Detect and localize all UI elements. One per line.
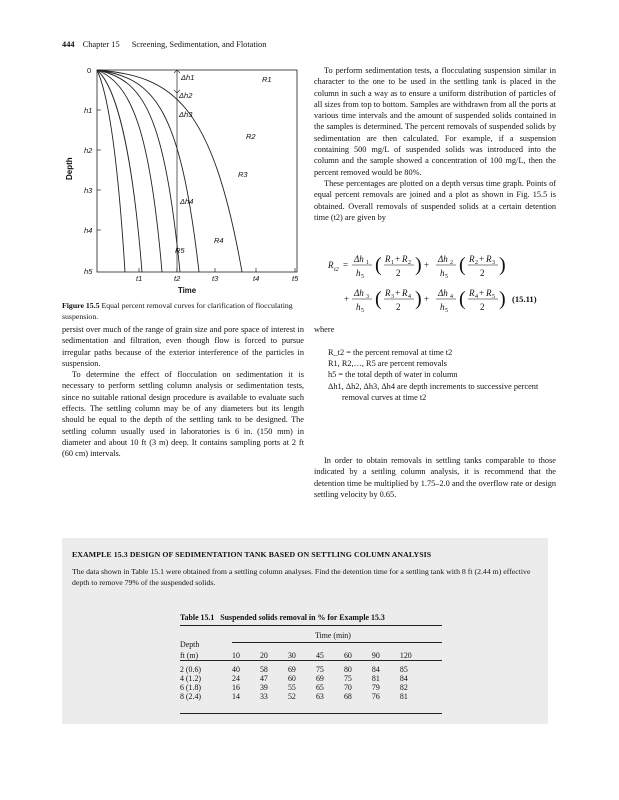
svg-text:(: (: [459, 254, 466, 276]
svg-text:5: 5: [361, 274, 364, 280]
cell: 65: [315, 683, 324, 692]
svg-text:R: R: [385, 288, 391, 298]
svg-text:R: R: [486, 288, 492, 298]
cell: 82: [399, 683, 408, 692]
table-row: [180, 683, 442, 692]
x-tick-t5: t5: [292, 274, 299, 283]
svg-text:4: 4: [475, 294, 478, 300]
svg-text:2: 2: [480, 302, 485, 312]
svg-text:(: (: [459, 288, 466, 310]
cell: 55: [287, 683, 296, 692]
table-caption: [180, 613, 385, 622]
svg-text:R: R: [402, 254, 408, 264]
svg-text:3: 3: [391, 294, 394, 300]
table-caption-label: Table 15.1: [180, 613, 215, 622]
cell: 40: [232, 665, 240, 674]
row-depth: 2 (0.6): [180, 665, 202, 674]
y-tick-h3: h3: [84, 186, 93, 195]
label-r3: R3: [238, 170, 248, 179]
col-header-45: 45: [315, 651, 324, 660]
svg-text:4: 4: [450, 294, 453, 300]
paragraph-settling-column: To determine the effect of flocculation on sedimentation it is necessary to perform settling column analysis or sedimentation tests, since no suitable rational design procedure is available to evaluate such effects. The settling column may be of any diameters but its length should be equal to the depth of the settling tank to be designed. The settling column usually used in laboratories is 6 in. (150 mm) in diameter and about 10 ft (3 m) deep. It contains sampling ports at 2 ft (60 cm) intervals.: [62, 370, 304, 459]
col-header-30: 30: [287, 651, 296, 660]
svg-text:): ): [415, 254, 422, 276]
definition-h5: h5 = the total depth of water in column: [328, 370, 458, 380]
svg-text:2: 2: [396, 268, 401, 278]
label-dh1: Δh1: [181, 73, 195, 82]
curve-r3: [97, 70, 180, 272]
col-header-10: 10: [232, 651, 240, 660]
cell: 60: [287, 674, 296, 683]
svg-text:+: +: [395, 254, 401, 264]
svg-text:=: =: [343, 260, 349, 270]
row-depth: 4 (1.2): [180, 674, 202, 683]
label-dh2: Δh2: [179, 91, 193, 100]
label-r4: R4: [214, 236, 224, 245]
cell: 84: [399, 674, 408, 683]
curve-r2: [97, 70, 199, 272]
svg-text:1: 1: [366, 260, 369, 266]
label-r2: R2: [246, 132, 256, 141]
example-box: [62, 538, 548, 724]
svg-text:5: 5: [445, 274, 448, 280]
svg-text:4: 4: [408, 294, 411, 300]
x-tick-t4: t4: [253, 274, 260, 283]
cell: 70: [343, 683, 352, 692]
label-dh3: Δh3: [179, 110, 193, 119]
cell: 33: [259, 692, 268, 701]
page-number: 444: [62, 40, 75, 49]
cell: 84: [371, 665, 380, 674]
y-tick-0: 0: [87, 66, 92, 75]
svg-text:5: 5: [445, 308, 448, 314]
svg-text:5: 5: [361, 308, 364, 314]
paragraph-flow-persist: persist over much of the range of grain size and pore space of interest in sedimentation and filtration, even though flow is forced to pursue irregular paths because of the exterior interference of the particles in suspension.: [62, 325, 304, 368]
col-header-60: 60: [343, 651, 352, 660]
y-tick-h2: h2: [84, 146, 93, 155]
definition-r1-r5: R1, R2,…, R5 are percent removals: [328, 359, 447, 369]
variable-definitions: [328, 347, 556, 403]
cell: 85: [399, 665, 408, 674]
cell: 14: [232, 692, 240, 701]
y-axis-label: Depth: [65, 157, 74, 180]
table-group-rule: [232, 642, 442, 643]
table-row: [180, 665, 442, 674]
svg-text:(: (: [375, 288, 382, 310]
svg-text:1: 1: [391, 260, 394, 266]
label-r5: R5: [175, 246, 185, 255]
svg-text:2: 2: [480, 268, 485, 278]
equation-number: (15.11): [512, 294, 537, 304]
x-axis-label: Time: [178, 286, 197, 295]
svg-text:h: h: [440, 268, 445, 278]
definition-delta-h: Δh1, Δh2, Δh3, Δh4 are depth increments to successive percent removal curves at time t2: [328, 381, 539, 402]
col-header-120: 120: [399, 651, 412, 660]
svg-text:R: R: [385, 254, 391, 264]
svg-text:2: 2: [475, 260, 478, 266]
cell: 52: [287, 692, 296, 701]
chapter-title: Screening, Sedimentation, and Flotation: [131, 40, 267, 49]
svg-text:Δh: Δh: [354, 254, 364, 264]
table-bottom-rule: [180, 713, 442, 714]
svg-text:t2: t2: [334, 267, 339, 273]
cell: 69: [287, 665, 296, 674]
row-depth: 6 (1.8): [180, 683, 202, 692]
curve-r6: [97, 70, 125, 272]
where-label: where: [314, 325, 335, 334]
definition-rt2: R_t2 = the percent removal at time t2: [328, 348, 453, 357]
plot-frame: [97, 70, 297, 272]
table-col-group: Time (min): [315, 631, 351, 640]
svg-text:2: 2: [450, 260, 453, 266]
svg-text:2: 2: [408, 260, 411, 266]
svg-text:): ): [415, 288, 422, 310]
svg-text:+: +: [479, 254, 485, 264]
svg-text:R: R: [328, 260, 334, 270]
cell: 39: [259, 683, 268, 692]
svg-text:3: 3: [492, 260, 495, 266]
figure-equal-removal-curves: [62, 62, 307, 284]
cell: 80: [343, 665, 352, 674]
y-tick-h4: h4: [84, 226, 93, 235]
table-row-header-2: ft (m): [180, 651, 199, 660]
table-row-header-1: Depth: [180, 640, 200, 649]
cell: 47: [259, 674, 268, 683]
svg-text:h: h: [356, 268, 361, 278]
cell: 76: [371, 692, 380, 701]
table-top-rule: [180, 625, 442, 626]
col-header-90: 90: [371, 651, 380, 660]
svg-text:3: 3: [366, 294, 369, 300]
svg-text:+: +: [479, 288, 485, 298]
cell: 58: [259, 665, 268, 674]
x-tick-t1: t1: [136, 274, 143, 283]
svg-text:5: 5: [492, 294, 495, 300]
example-problem-text: The data shown in Table 15.1 were obtained from a settling column analyses. Find the detention time for a settling tank with 8 ft (2.44 m) effective depth to remove 79% of the suspended solids.: [72, 567, 531, 587]
svg-text:R: R: [469, 254, 475, 264]
table-caption-text: Suspended solids removal in % for Example 15.3: [220, 613, 385, 622]
removal-table: [180, 651, 442, 701]
svg-text:): ): [499, 254, 506, 276]
equation-15-11: [318, 246, 558, 324]
svg-text:): ): [499, 288, 506, 310]
cell: 79: [371, 683, 380, 692]
cell: 81: [371, 674, 380, 683]
cell: 75: [315, 665, 324, 674]
curve-r4: [97, 70, 162, 272]
svg-text:R: R: [402, 288, 408, 298]
cell: 63: [315, 692, 324, 701]
svg-text:h: h: [440, 302, 445, 312]
chapter-label: Chapter 15: [82, 40, 120, 49]
paragraph-sedimentation-tests: To perform sedimentation tests, a flocculating suspension similar in character to the one to be used in the settling tank is placed in the column in such a way as to ensure a uniform distribution of particles of all sizes from top to bottom. Samples are withdrawn from all the ports at various time intervals and the amount of suspended solids contained in the samples is determined. The percent removals of suspended solids by sedimentation are then calculated. For example, if a suspension containing 500 mg/L of suspended solids was introduced into the column and the sample showed a concentration of 100 mg/L, then the percent removed would be 80%.: [314, 66, 556, 177]
figure-caption-label: Figure 15.5: [62, 301, 100, 310]
svg-text:+: +: [424, 294, 430, 304]
svg-text:+: +: [344, 294, 350, 304]
cell: 75: [343, 674, 352, 683]
svg-text:h: h: [356, 302, 361, 312]
example-title: EXAMPLE 15.3 DESIGN OF SEDIMENTATION TANK BASED ON SETTLING COLUMN ANALYSIS: [72, 550, 432, 559]
svg-text:+: +: [424, 260, 430, 270]
col-header-20: 20: [259, 651, 268, 660]
svg-text:Δh: Δh: [354, 288, 364, 298]
label-r1: R1: [262, 75, 272, 84]
table-row: [180, 692, 442, 701]
curve-r5: [97, 70, 142, 272]
cell: 68: [343, 692, 352, 701]
cell: 16: [232, 683, 240, 692]
paragraph-detention-time: [314, 455, 556, 500]
cell: 81: [399, 692, 408, 701]
running-header: [62, 40, 266, 49]
svg-text:R: R: [469, 288, 475, 298]
x-tick-t3: t3: [212, 274, 219, 283]
y-tick-h5: h5: [84, 267, 93, 276]
paragraph-detention-time-text: In order to obtain removals in settling tanks comparable to those indicated by a settling column analysis, it is recommend that the detention time be multiplied by 1.75–2.0 and the overflow rate or design settling velocity by 0.65.: [314, 456, 556, 499]
row-depth: 8 (2.4): [180, 692, 202, 701]
svg-text:Δh: Δh: [438, 254, 448, 264]
figure-caption-text: Equal percent removal curves for clarification of flocculating suspension.: [62, 301, 293, 321]
svg-text:Δh: Δh: [438, 288, 448, 298]
x-tick-t2: t2: [174, 274, 181, 283]
figure-caption: [62, 301, 302, 322]
svg-text:(: (: [375, 254, 382, 276]
cell: 24: [232, 674, 240, 683]
svg-text:+: +: [395, 288, 401, 298]
svg-text:R: R: [486, 254, 492, 264]
y-tick-h1: h1: [84, 106, 93, 115]
left-column-text: [62, 324, 304, 460]
svg-text:2: 2: [396, 302, 401, 312]
right-column-text: [314, 65, 556, 223]
table-row: [180, 674, 442, 683]
table-header-row: [180, 651, 442, 661]
cell: 69: [315, 674, 324, 683]
label-dh4: Δh4: [180, 197, 194, 206]
paragraph-percentages-plotted: These percentages are plotted on a depth versus time graph. Points of equal percent removals are joined and a plot as shown in Fig. 15.5 is obtained. Overall removals of suspended solids at a certain detention time (t2) are given by: [314, 178, 556, 222]
